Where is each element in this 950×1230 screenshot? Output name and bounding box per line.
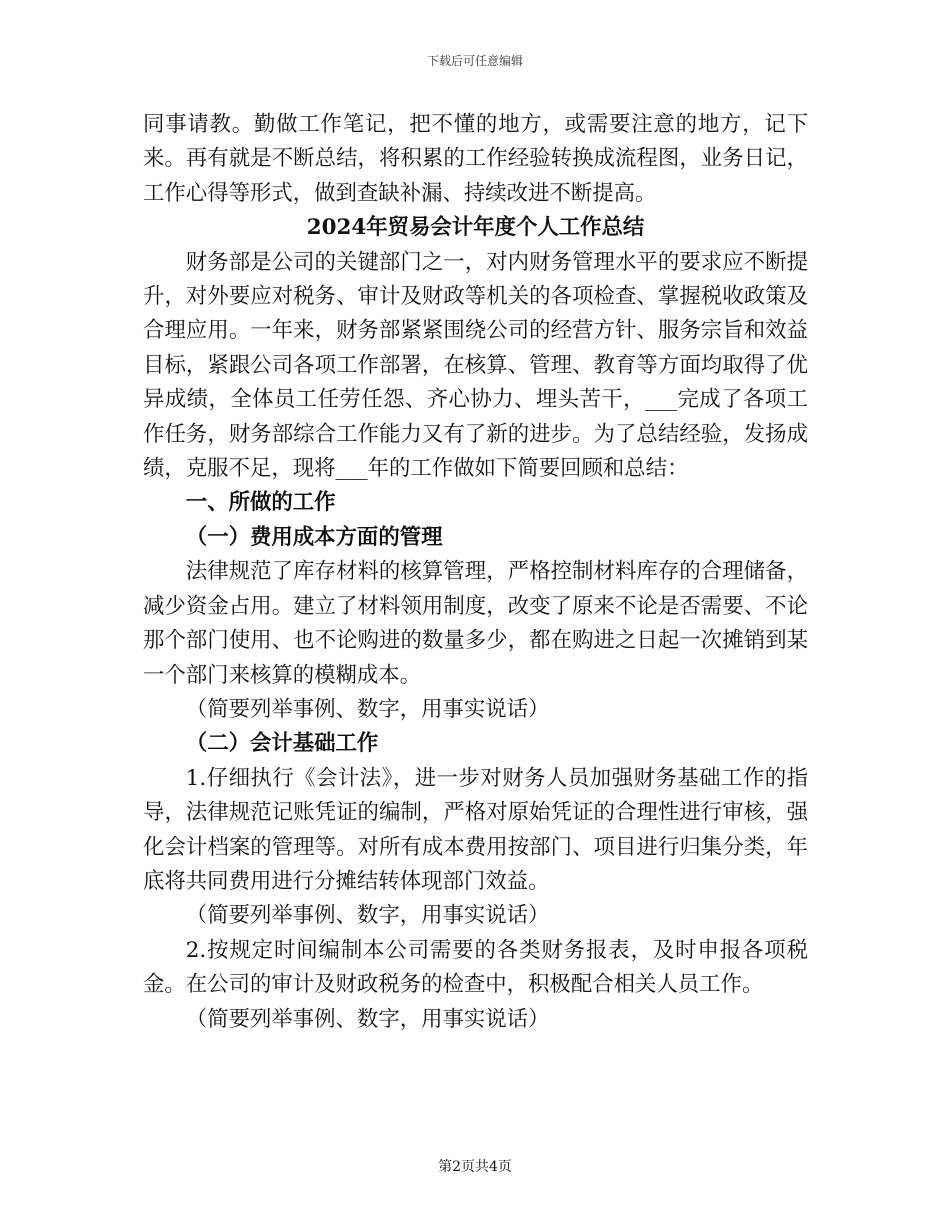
intro-paragraph: 财务部是公司的关键部门之一，对内财务管理水平的要求应不断提升，对外要应对税务、审计及财政等机关的各项检查、掌握税收政策及合理应用。一年来，财务部紧紧围绕公司的经营方针、服务宗旨和效益目标，紧跟公司各项工作部署，在核算、管理、教育等方面均取得了优异成绩，全体员工任劳任怨、齐心协力、埋头苦干，___完成了各项工作任务，财务部综合工作能力又有了新的进步。为了总结经验，发扬成绩，克服不足，现将___年的工作做如下简要回顾和总结： xyxy=(143,249,808,482)
document-body xyxy=(143,108,808,1037)
document-title: 2024年贸易会计年度个人工作总结 xyxy=(306,215,645,241)
section-heading-work-done: 一、所做的工作 xyxy=(185,490,336,516)
example-note: （简要列举事例、数字，用事实说话） xyxy=(185,1006,550,1032)
example-note: （简要列举事例、数字，用事实说话） xyxy=(185,696,550,722)
continuation-paragraph: 同事请教。勤做工作笔记，把不懂的地方，或需要注意的地方，记下来。再有就是不断总结，将积累的工作经验转换成流程图，业务日记，工作心得等形式，做到查缺补漏、持续改进不断提高。 xyxy=(143,112,808,206)
list-item-financial-reports: 2.按规定时间编制本公司需要的各类财务报表，及时申报各项税金。在公司的审计及财政税务的检查中，积极配合相关人员工作。 xyxy=(143,937,808,998)
example-note: （简要列举事例、数字，用事实说话） xyxy=(185,903,550,929)
page-number: 第2页共4页 xyxy=(438,1159,512,1175)
cost-management-paragraph: 法律规范了库存材料的核算管理，严格控制材料库存的合理储备，减少资金占用。建立了材料领用制度，改变了原来不论是否需要、不论那个部门使用、也不论购进的数量多少，都在购进之日起一次摊销到某一个部门来核算的模糊成本。 xyxy=(143,559,808,688)
page-header: 下载后可任意编辑 xyxy=(426,54,523,68)
list-item-accounting-law: 1.仔细执行《会计法》，进一步对财务人员加强财务基础工作的指导，法律规范记账凭证的编制，严格对原始凭证的合理性进行审核，强化会计档案的管理等。对所有成本费用按部门、项目进行归集分类，年底将共同费用进行分摊结转体现部门效益。 xyxy=(143,765,808,894)
subsection-heading-cost-management: （一）费用成本方面的管理 xyxy=(185,524,443,550)
subsection-heading-accounting-basics: （二）会计基础工作 xyxy=(185,731,379,757)
